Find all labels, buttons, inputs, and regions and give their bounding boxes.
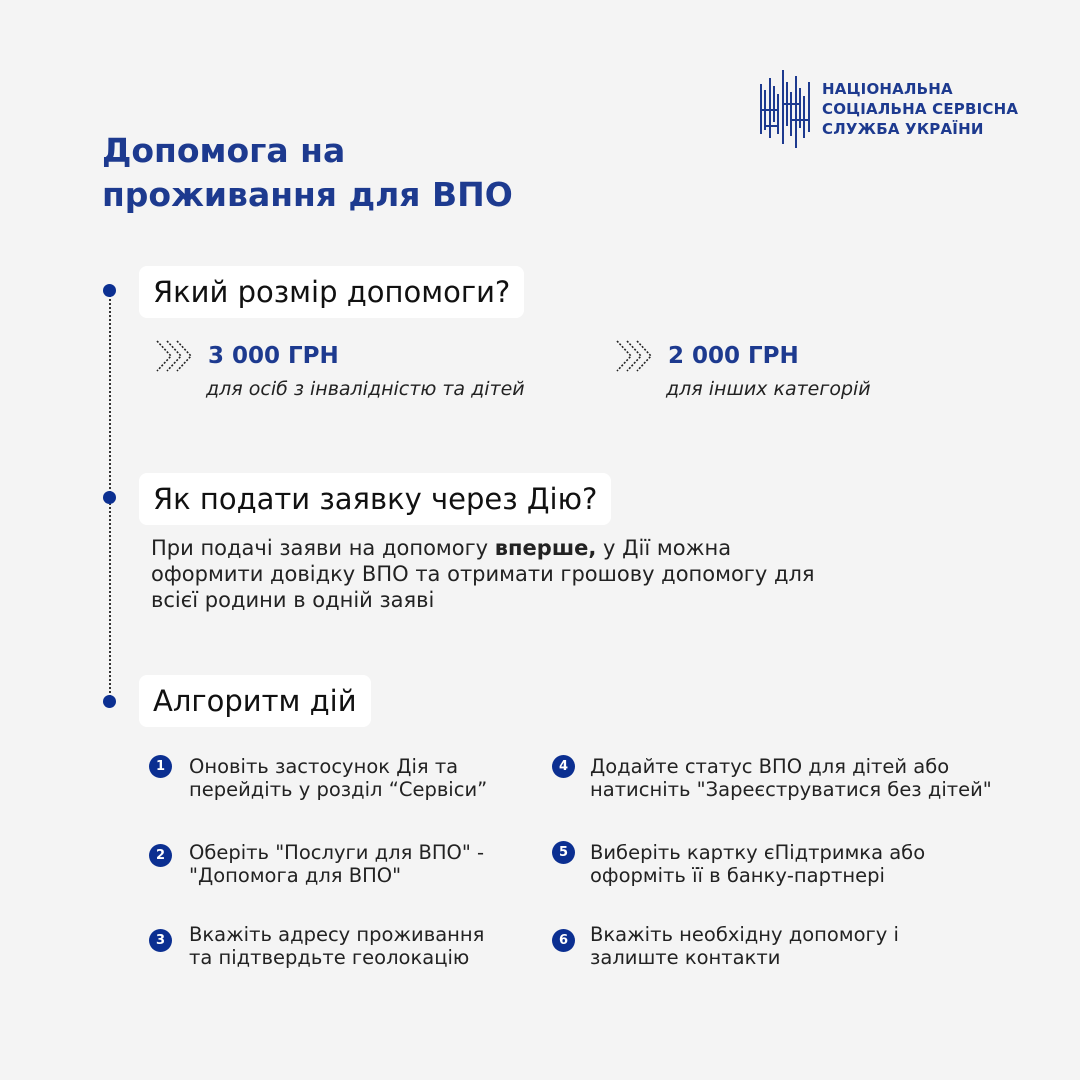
org-name-line: НАЦІОНАЛЬНА: [822, 80, 953, 98]
step-line: натисніть "Зареєструватися без дітей": [590, 778, 992, 801]
title-line-2: проживання для ВПО: [102, 175, 513, 214]
org-name-line: СЛУЖБА УКРАЇНИ: [822, 120, 984, 138]
description-line-1: [151, 535, 931, 561]
chevrons-icon: [155, 338, 195, 374]
step-text: [590, 755, 992, 801]
description-bold: вперше,: [494, 536, 597, 560]
step-line: Оберіть "Послуги для ВПО" -: [189, 841, 485, 864]
amount-value: 3 000 ГРН: [208, 343, 339, 369]
step-line: Додайте статус ВПО для дітей або: [590, 755, 950, 778]
step-text: [189, 923, 484, 969]
step-text: [189, 841, 484, 887]
section-heading-algorithm: Алгоритм дій: [139, 675, 371, 727]
section-heading-apply: Як подати заявку через Дію?: [139, 473, 611, 525]
timeline-dot: [103, 695, 116, 708]
step-line: перейдіть у розділ “Сервіси”: [189, 778, 488, 801]
step-text: [189, 755, 487, 801]
step-line: Вкажіть необхідну допомогу і: [590, 923, 899, 946]
description-text: у Дії можна: [596, 536, 732, 560]
step-number-badge: 2: [149, 844, 172, 867]
apply-description: [151, 535, 931, 613]
description-text: При подачі заяви на допомогу: [151, 536, 495, 560]
organization-name: [822, 79, 1072, 139]
step-line: Оновіть застосунок Дія та: [189, 755, 459, 778]
timeline-dot: [103, 491, 116, 504]
step-line: залиште контакти: [590, 946, 781, 969]
step-number-badge: 5: [552, 841, 575, 864]
chevrons-icon: [615, 338, 655, 374]
section-heading-amount: Який розмір допомоги?: [139, 266, 524, 318]
amount-note: для інших категорій: [666, 378, 871, 400]
title-line-1: Допомога на: [102, 131, 346, 170]
amount-note: для осіб з інвалідністю та дітей: [206, 378, 525, 400]
step-line: та підтвердьте геолокацію: [189, 946, 470, 969]
amount-value: 2 000 ГРН: [668, 343, 799, 369]
description-line-2: оформити довідку ВПО та отримати грошову допомогу для: [151, 562, 815, 586]
step-text: [590, 841, 925, 887]
step-text: [590, 923, 899, 969]
step-line: Виберіть картку єПідтримка або: [590, 841, 926, 864]
description-line-3: всієї родини в одній заяві: [151, 588, 435, 612]
nssu-logo-icon: [757, 64, 815, 152]
step-number-badge: 4: [552, 755, 575, 778]
step-line: "Допомога для ВПО": [189, 864, 402, 887]
step-number-badge: 3: [149, 929, 172, 952]
step-number-badge: 1: [149, 755, 172, 778]
step-line: оформіть її в банку-партнері: [590, 864, 885, 887]
org-name-line: СОЦІАЛЬНА СЕРВІСНА: [822, 100, 1019, 118]
page-title: [102, 129, 662, 217]
timeline-dot: [103, 284, 116, 297]
step-line: Вкажіть адресу проживання: [189, 923, 485, 946]
step-number-badge: 6: [552, 929, 575, 952]
